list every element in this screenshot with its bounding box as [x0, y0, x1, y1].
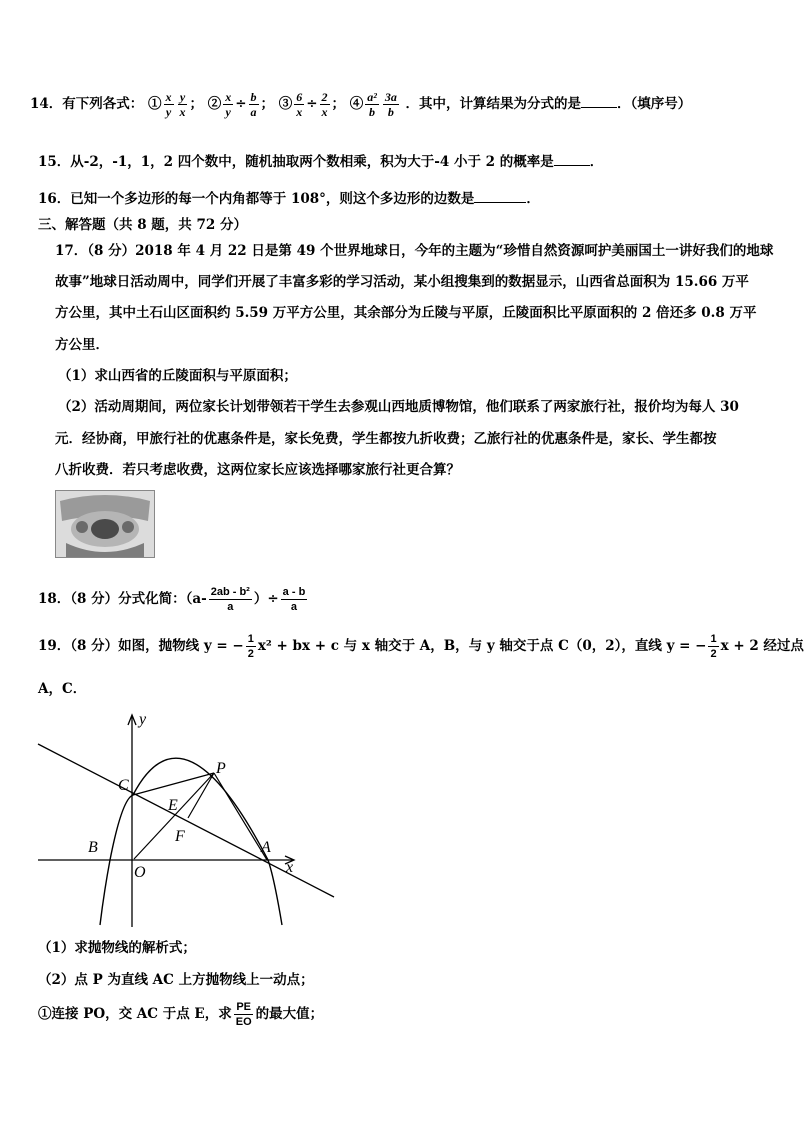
fraction: $\frac{6}{x}$: [296, 90, 303, 119]
q17-part-2c: 八折收费．若只考虑收费，这两位家长应该选择哪家旅行社更合算？: [55, 462, 460, 478]
q17-line-3: 方公里，其中土石山区面积约 5.59 万平方公里，其余部分为丘陵与平原，丘陵面积比平原面积的 2 倍还多 0.8 万平: [55, 305, 757, 321]
q17-part-1: （1）求山西省的丘陵面积与平原面积；: [58, 368, 297, 384]
fraction: $\frac{y}{x}$: [179, 90, 186, 119]
q18-line: 18．（8 分）分式化简：（a- $\frac{\text{2ab - b²}}{a}$ ）÷ $\frac{a - b}{a}$: [38, 586, 306, 613]
fraction: $\frac{1}{2}$: [710, 633, 717, 660]
q19-line-2: A，C．: [38, 681, 87, 697]
fraction: $\frac{\text{a²}}{b}$: [367, 90, 377, 119]
q15-line: 15．从-2，-1，1，2 四个数中，随机抽取两个数相乘，积为大于-4 小于 2 的概率是 ．: [38, 154, 604, 170]
answer-blank: [474, 202, 526, 203]
label-o: O: [134, 864, 146, 881]
label-c: C: [118, 777, 129, 794]
segment-po: [134, 773, 214, 859]
museum-photo: [55, 490, 155, 558]
section-heading: 三、解答题（共 8 题，共 72 分）: [38, 217, 247, 233]
q17-line-4: 方公里．: [55, 337, 109, 353]
label-b: B: [88, 839, 98, 856]
fraction: $\frac{a - b}{a}$: [282, 586, 306, 613]
fraction: $\frac{b}{a}$: [250, 90, 257, 119]
label-p: P: [216, 760, 226, 777]
q19-part-2: （2）点 P 为直线 AC 上方抛物线上一动点；: [38, 972, 314, 988]
q17-line-2: 故事”地球日活动周中，同学们开展了丰富多彩的学习活动，某小组搜集到的数据显示，山西省总面积为 15.66 万平: [55, 274, 749, 290]
label-x: x: [286, 859, 294, 876]
q17-part-2a: （2）活动周期间，两位家长计划带领若干学生去参观山西地质博物馆，他们联系了两家旅行社，报价均为每人 30: [58, 399, 739, 415]
q16-line: 16．已知一个多边形的每一个内角都等于 108°，则这个多边形的边数是 ．: [38, 191, 540, 207]
fraction: $\frac{3a}{b}$: [384, 90, 397, 119]
q19-part-3: ①连接 PO，交 AC 于点 E，求 $\frac{PE}{EO}$ 的最大值；: [38, 1001, 324, 1028]
q19-line-1: 19．（8 分）如图，抛物线 y = − $\frac{1}{2}$ x² + bx + c 与 x 轴交于 A，B，与 y 轴交于点 C（0，2），直线 y = − $\frac{1}{2}$ x + 2 经过点: [38, 633, 804, 660]
q17-line-1: 17．（8 分）2018 年 4 月 22 日是第 49 个世界地球日，今年的主题为“珍惜自然资源呵护美丽国土一讲好我们的地球: [55, 243, 774, 259]
parabola-figure: [38, 707, 338, 932]
fraction: $\frac{x}{y}$: [225, 90, 232, 119]
fraction: $\frac{2}{x}$: [321, 90, 328, 119]
label-y: y: [139, 711, 147, 728]
fraction: $\frac{PE}{EO}$: [235, 1001, 252, 1028]
q14-prefix: 14．有下列各式：: [30, 96, 144, 112]
segment-pa: [214, 773, 267, 860]
label-f: F: [175, 828, 185, 845]
q19-part-1: （1）求抛物线的解析式；: [38, 940, 196, 956]
label-a: A: [261, 839, 271, 856]
fraction: $\frac{1}{2}$: [247, 633, 254, 660]
segment-pf: [188, 773, 214, 818]
fraction: $\frac{\text{2ab - b²}}{a}$: [210, 586, 250, 613]
fraction: $\frac{x}{y}$: [165, 90, 172, 119]
answer-blank: [554, 165, 590, 166]
label-e: E: [168, 797, 178, 814]
answer-blank: [581, 107, 617, 108]
q14-line: 14．有下列各式： ① $\frac{x}{y}$ $\frac{y}{x}$ ； ② $\frac{x}{y}$ ÷ $\frac{b}{a}$ ； ③ $\frac{6}{x}$ ÷ $\frac{2}{x}$ ； ④ $\frac{\text{a²}}{b}$ $\frac{3a}{b}$ ．其中，计算结果为分式的是 ．（填序号）: [30, 90, 692, 119]
q17-part-2b: 元．经协商，甲旅行社的优惠条件是，家长免费，学生都按九折收费；乙旅行社的优惠条件是，家长、学生都按: [55, 431, 717, 447]
